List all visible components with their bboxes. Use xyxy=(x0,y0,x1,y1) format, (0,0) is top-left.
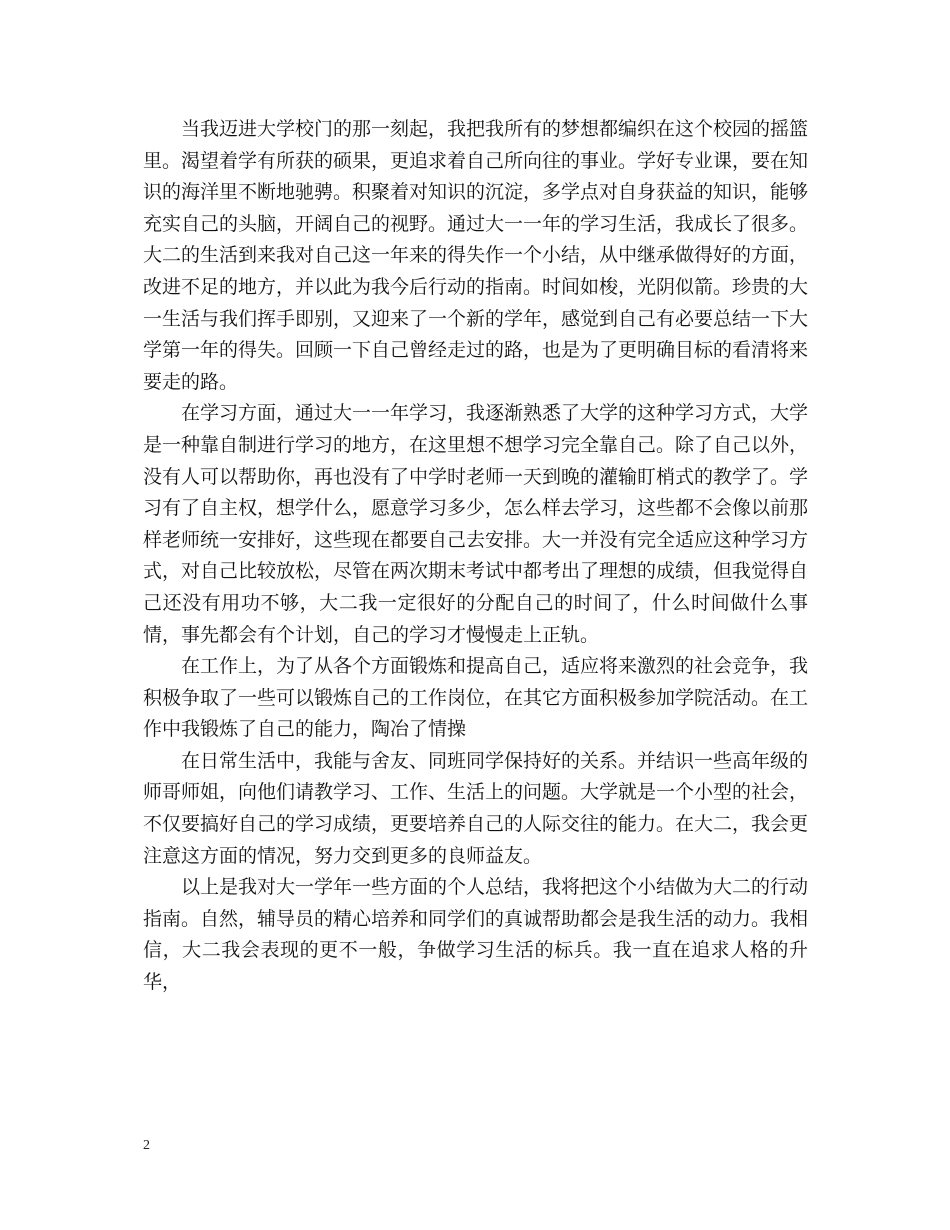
paragraph-4: 在日常生活中，我能与舍友、同班同学保持好的关系。并结识一些高年级的师哥师姐，向他们请教学习、工作、生活上的问题。大学就是一个小型的社会，不仅要搞好自己的学习成绩，更要培养自己的人际交往的能力。在大二，我会更注意这方面的情况，努力交到更多的良师益友。 xyxy=(143,749,809,867)
body-text xyxy=(143,114,808,999)
page-number: 2 xyxy=(143,1138,150,1153)
paragraph-2: 在学习方面，通过大一一年学习，我逐渐熟悉了大学的这种学习方式，大学是一种靠自制进行学习的地方，在这里想不想学习完全靠自己。除了自己以外，没有人可以帮助你，再也没有了中学时老师一天到晚的灌输盯梢式的教学了。学习有了自主权，想学什么，愿意学习多少，怎么样去学习，这些都不会像以前那样老师统一安排好，这些现在都要自己去安排。大一并没有完全适应这种学习方式，对自己比较放松，尽管在两次期末考试中都考出了理想的成绩，但我觉得自己还没有用功不够，大二我一定很好的分配自己的时间了，什么时间做什么事情，事先都会有个计划，自己的学习才慢慢走上正轨。 xyxy=(143,402,809,646)
paragraph-3: 在工作上，为了从各个方面锻炼和提高自己，适应将来激烈的社会竞争，我积极争取了一些可以锻炼自己的工作岗位，在其它方面积极参加学院活动。在工作中我锻炼了自己的能力，陶冶了情操 xyxy=(143,655,809,741)
paragraph-1: 当我迈进大学校门的那一刻起，我把我所有的梦想都编织在这个校园的摇篮里。渴望着学有所获的硕果，更追求着自己所向往的事业。学好专业课，要在知识的海洋里不断地驰骋。积聚着对知识的沉淀，多学点对自身获益的知识，能够充实自己的头脑，开阔自己的视野。通过大一一年的学习生活，我成长了很多。大二的生活到来我对自己这一年来的得失作一个小结，从中继承做得好的方面，改进不足的地方，并以此为我今后行动的指南。时间如梭，光阴似箭。珍贵的大一生活与我们挥手即别，又迎来了一个新的学年，感觉到自己有必要总结一下大学第一年的得失。回顾一下自己曾经走过的路，也是为了更明确目标的看清将来要走的路。 xyxy=(143,118,809,393)
paragraph-5: 以上是我对大一学年一些方面的个人总结，我将把这个小结做为大二的行动指南。自然，辅导员的精心培养和同学们的真诚帮助都会是我生活的动力。我相信，大二我会表现的更不一般，争做学习生活的标兵。我一直在追求人格的升华， xyxy=(143,876,809,994)
